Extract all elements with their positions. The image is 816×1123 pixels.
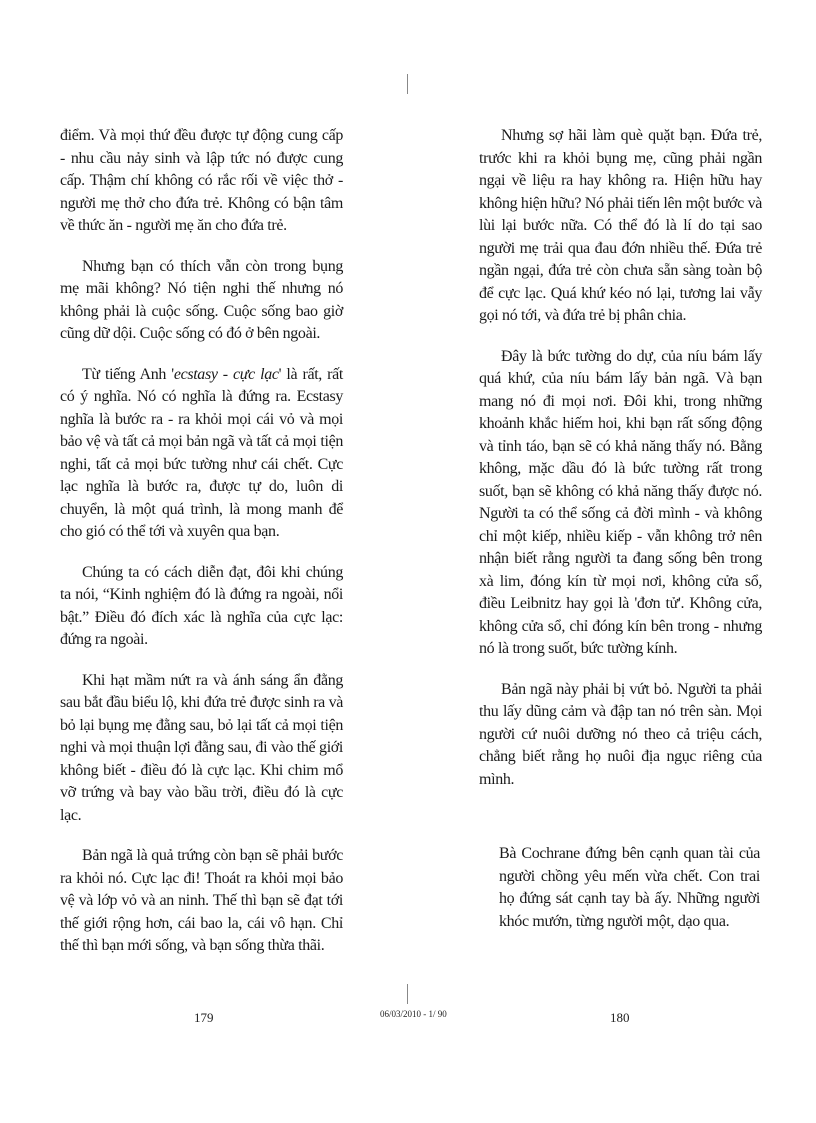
left-paragraph-1: điểm. Và mọi thứ đều được tự động cung cấp - nhu cầu nảy sinh và lập tức nó được cung cấp. Thậm chí không có rắc rối về việc thở - người mẹ thở cho đứa trẻ. Không có bận tâm về thức ăn - người mẹ ăn cho đứa trẻ. bbox=[60, 127, 343, 234]
ecstasy-term: ecstasy - cực lạc bbox=[173, 365, 279, 383]
gutter-rule-bottom bbox=[407, 984, 408, 1004]
footer-date-stamp: 06/03/2010 - 1/ 90 bbox=[380, 1009, 447, 1019]
right-paragraph-1: Nhưng sợ hãi làm què quặt bạn. Đứa trẻ, trước khi ra khỏi bụng mẹ, cũng phải ngần ngại về liệu ra hay không ra. Hiện hữu hay không hiện hữu? Nó phải tiến lên một bước và lùi lại bước nữa. Có thể đó là lí do tại sao người mẹ trải qua đau đớn nhiều thế. Đứa trẻ ngần ngại, đứa trẻ còn chưa sẵn sàng toàn bộ để cực lạc. Quá khứ kéo nó lại, tương lai vẫy gọi nó tới, và đứa trẻ bị phân chia. bbox=[479, 127, 762, 324]
right-page-column bbox=[479, 125, 762, 933]
right-paragraph-2: Đây là bức tường do dự, của níu bám lấy quá khứ, của níu bám lấy bản ngã. Và bạn mang nó đi mọi nơi. Đôi khi, trong những khoảnh khắc hiếm hoi, khi bạn rất sống động và tỉnh táo, bạn sẽ có khả năng thấy nó. Bằng không, mặc dầu đó là bức tường rất trong suốt, bạn sẽ không có khả năng thấy được nó. Người ta có thể sống cả đời mình - và không chỉ một kiếp, nhiều kiếp - vẫn không trở nên nhận biết rằng người ta đang sống bên trong xà lim, đóng kín từ mọi nơi, không cửa sổ, điều Leibnitz hay gọi là 'đơn tử'. Không cửa, không cửa sổ, chỉ đóng kín bên trong - nhưng nó là trong suốt, bức tường kính. bbox=[479, 347, 762, 657]
gutter-rule-top bbox=[407, 74, 408, 94]
joke-quote-block: Bà Cochrane đứng bên cạnh quan tài của người chồng yêu mến vừa chết. Con trai họ đứng sát cạnh tay bà ấy. Những người khóc mướn, từng người một, dạo qua. bbox=[499, 845, 760, 930]
page-number-left: 179 bbox=[194, 1010, 214, 1025]
left-paragraph-2: Nhưng bạn có thích vẫn còn trong bụng mẹ mãi không? Nó tiện nghi thế nhưng nó không phải là cuộc sống. Cuộc sống bao giờ cũng dữ dội. Cuộc sống có đó ở bên ngoài. bbox=[60, 257, 343, 342]
right-paragraph-3: Bản ngã này phải bị vứt bỏ. Người ta phải thu lấy dũng cảm và đập tan nó trên sàn. Mọi người cứ nuôi dưỡng nó theo cả triệu cách, chẳng biết rằng họ nuôi địa ngục riêng của mình. bbox=[479, 680, 762, 788]
left-paragraph-5: Khi hạt mầm nứt ra và ánh sáng ẩn đằng sau bắt đầu biểu lộ, khi đứa trẻ được sinh ra và bỏ lại bụng mẹ đằng sau, bỏ lại tất cả mọi tiện nghi và mọi thuận lợi đằng sau, đi vào thế giới không biết - điều đó là cực lạc. Khi chim mổ vỡ trứng và bay vào bầu trời, điều đó là cực lạc. bbox=[60, 671, 343, 824]
left-paragraph-3: Từ tiếng Anh 'ecstasy - cực lạc' là rất, rất có ý nghĩa. Nó có nghĩa là đứng ra. Ecstasy nghĩa là bước ra - ra khỏi mọi cái vỏ và mọi bảo vệ và tất cả mọi bản ngã và tất cả mọi tiện nghi, tất cả mọi bức tường như cái chết. Cực lạc nghĩa là bước ra, được tự do, luôn di chuyển, là một quá trình, là mong manh để cho gió có thể tới và xuyên qua bạn. bbox=[60, 365, 343, 540]
left-paragraph-4: Chúng ta có cách diễn đạt, đôi khi chúng ta nói, “Kinh nghiệm đó là đứng ra ngoài, nổi bật.” Điều đó đích xác là nghĩa của cực lạc: đứng ra ngoài. bbox=[60, 563, 343, 648]
page-number-right: 180 bbox=[610, 1010, 630, 1025]
left-page-column bbox=[60, 125, 343, 976]
left-paragraph-6: Bản ngã là quả trứng còn bạn sẽ phải bước ra khỏi nó. Cực lạc đi! Thoát ra khỏi mọi bảo vệ và lớp vỏ và an ninh. Thế thì bạn sẽ đạt tới thế giới rộng hơn, cái bao la, cái vô hạn. Chỉ thế thì bạn mới sống, và bạn sống thừa thãi. bbox=[60, 847, 343, 954]
